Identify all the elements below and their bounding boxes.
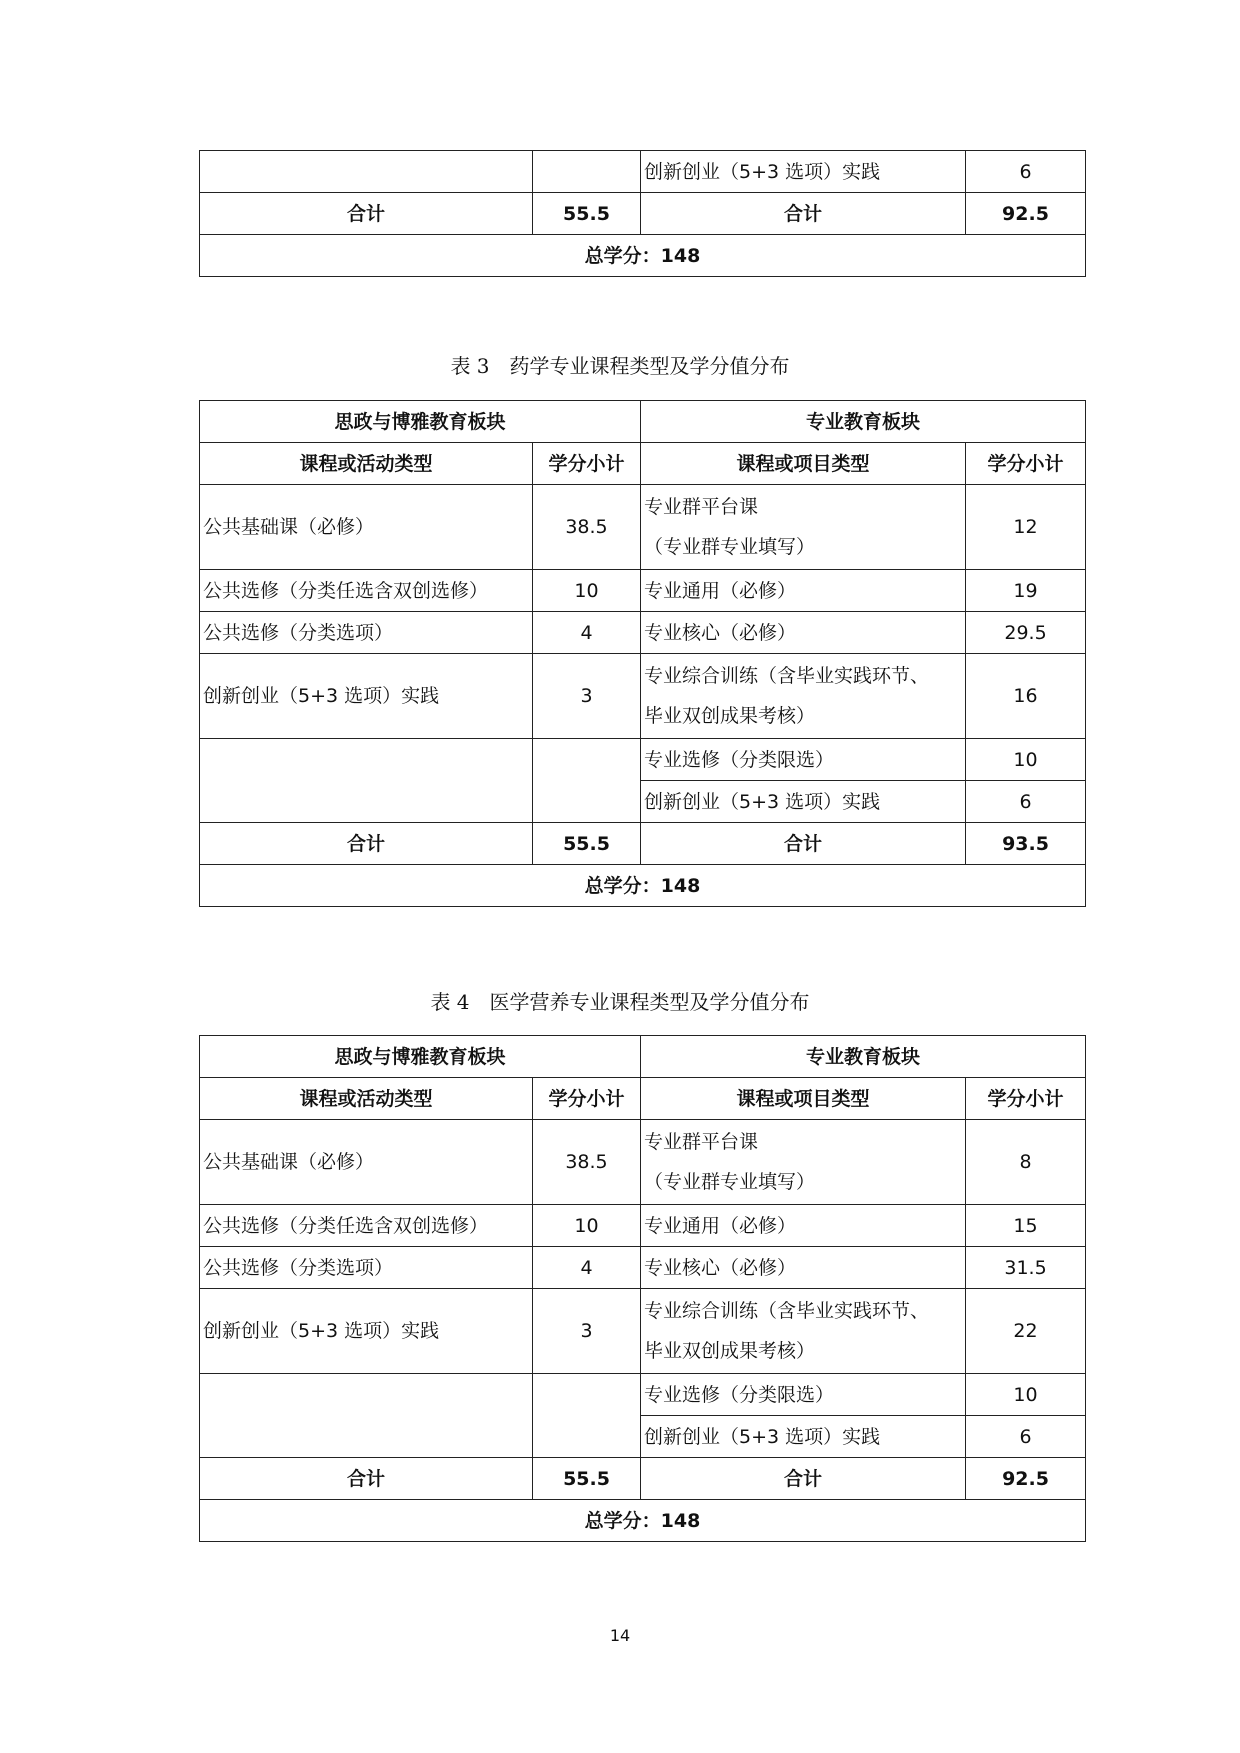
- grand-total-row: [200, 1500, 1086, 1542]
- table4: [199, 1035, 1086, 1542]
- table3: [199, 400, 1086, 907]
- block-header-row: [200, 401, 1086, 443]
- total-row: [200, 823, 1086, 865]
- total-label-left: 合计: [200, 823, 533, 865]
- credit-cell: 16: [966, 654, 1086, 739]
- table4-caption: 表 4 医学营养专业课程类型及学分值分布: [430, 990, 810, 1014]
- empty-cell: [200, 1374, 533, 1458]
- total-value-right: 93.5: [966, 823, 1086, 865]
- activity-type-cell: 公共选修（分类任选含双创选修）: [200, 570, 533, 612]
- activity-type-cell: 创新创业（5+3 选项）实践: [200, 654, 533, 739]
- credit-cell: 19: [966, 570, 1086, 612]
- table-row: [200, 739, 1086, 781]
- credit-cell: 38.5: [533, 1120, 641, 1205]
- column-header-row: [200, 443, 1086, 485]
- course-type-cell: [641, 1120, 966, 1205]
- course-type-cell: 创新创业（5+3 选项）实践: [641, 151, 966, 193]
- course-type-cell: 专业核心（必修）: [641, 1247, 966, 1289]
- course-type-cell: 专业通用（必修）: [641, 570, 966, 612]
- col-header: 课程或项目类型: [641, 443, 966, 485]
- total-value-left: 55.5: [533, 193, 641, 235]
- grand-total: 总学分：148: [200, 1500, 1086, 1542]
- course-type-line: 专业综合训练（含毕业实践环节、: [644, 665, 930, 687]
- credit-cell: 6: [966, 781, 1086, 823]
- credit-cell: 3: [533, 1289, 641, 1374]
- total-label-right: 合计: [641, 1458, 966, 1500]
- column-header-row: [200, 1078, 1086, 1120]
- table-row: [200, 1289, 1086, 1374]
- table-row: [200, 151, 1086, 193]
- total-value-right: 92.5: [966, 1458, 1086, 1500]
- total-value-right: 92.5: [966, 193, 1086, 235]
- table-row: [200, 485, 1086, 570]
- course-type-line: 专业综合训练（含毕业实践环节、: [644, 1300, 930, 1322]
- credit-cell: 6: [966, 151, 1086, 193]
- credit-cell: 10: [966, 739, 1086, 781]
- col-header: 课程或活动类型: [200, 443, 533, 485]
- course-type-cell: 专业核心（必修）: [641, 612, 966, 654]
- empty-cell: [200, 151, 533, 193]
- grand-total-row: [200, 235, 1086, 277]
- course-type-cell: 创新创业（5+3 选项）实践: [641, 1416, 966, 1458]
- credit-cell: 3: [533, 654, 641, 739]
- table-row: [200, 612, 1086, 654]
- table3-caption: 表 3 药学专业课程类型及学分值分布: [450, 354, 790, 378]
- col-header: 课程或项目类型: [641, 1078, 966, 1120]
- col-header: 学分小计: [533, 1078, 641, 1120]
- col-header: 学分小计: [533, 443, 641, 485]
- course-type-cell: 创新创业（5+3 选项）实践: [641, 781, 966, 823]
- activity-type-cell: 公共选修（分类选项）: [200, 1247, 533, 1289]
- credit-cell: 4: [533, 1247, 641, 1289]
- empty-cell: [533, 1374, 641, 1458]
- empty-cell: [533, 739, 641, 823]
- credit-cell: 10: [533, 570, 641, 612]
- total-value-left: 55.5: [533, 1458, 641, 1500]
- right-block-header: 专业教育板块: [641, 401, 1086, 443]
- table-row: [200, 654, 1086, 739]
- course-type-cell: [641, 485, 966, 570]
- credit-cell: 12: [966, 485, 1086, 570]
- total-label-left: 合计: [200, 1458, 533, 1500]
- empty-cell: [200, 739, 533, 823]
- total-row: [200, 1458, 1086, 1500]
- left-block-header: 思政与博雅教育板块: [200, 1036, 641, 1078]
- table-row: [200, 1374, 1086, 1416]
- grand-total-row: [200, 865, 1086, 907]
- table-row: [200, 570, 1086, 612]
- table-row: [200, 1247, 1086, 1289]
- course-type-line: 专业群平台课: [644, 1131, 759, 1153]
- course-type-cell: 专业选修（分类限选）: [641, 1374, 966, 1416]
- col-header: 学分小计: [966, 443, 1086, 485]
- course-type-cell: 专业选修（分类限选）: [641, 739, 966, 781]
- credit-cell: 8: [966, 1120, 1086, 1205]
- credit-cell: 15: [966, 1205, 1086, 1247]
- activity-type-cell: 公共基础课（必修）: [200, 485, 533, 570]
- block-header-row: [200, 1036, 1086, 1078]
- total-label-left: 合计: [200, 193, 533, 235]
- course-type-line: 毕业双创成果考核）: [644, 705, 816, 727]
- course-type-line: （专业群专业填写）: [644, 536, 816, 558]
- table-row: [200, 1205, 1086, 1247]
- activity-type-cell: 公共基础课（必修）: [200, 1120, 533, 1205]
- activity-type-cell: 公共选修（分类任选含双创选修）: [200, 1205, 533, 1247]
- table-row: [200, 1120, 1086, 1205]
- total-label-right: 合计: [641, 823, 966, 865]
- credit-cell: 38.5: [533, 485, 641, 570]
- course-type-line: 专业群平台课: [644, 496, 759, 518]
- col-header: 学分小计: [966, 1078, 1086, 1120]
- course-type-cell: [641, 654, 966, 739]
- activity-type-cell: 创新创业（5+3 选项）实践: [200, 1289, 533, 1374]
- credit-cell: 6: [966, 1416, 1086, 1458]
- right-block-header: 专业教育板块: [641, 1036, 1086, 1078]
- course-type-cell: [641, 1289, 966, 1374]
- total-row: [200, 193, 1086, 235]
- activity-type-cell: 公共选修（分类选项）: [200, 612, 533, 654]
- course-type-line: 毕业双创成果考核）: [644, 1340, 816, 1362]
- table2-fragment: [199, 150, 1086, 277]
- credit-cell: 10: [533, 1205, 641, 1247]
- page-number: 14: [609, 1626, 631, 1645]
- col-header: 课程或活动类型: [200, 1078, 533, 1120]
- credit-cell: 22: [966, 1289, 1086, 1374]
- grand-total: 总学分：148: [200, 235, 1086, 277]
- grand-total: 总学分：148: [200, 865, 1086, 907]
- credit-cell: 4: [533, 612, 641, 654]
- left-block-header: 思政与博雅教育板块: [200, 401, 641, 443]
- credit-cell: 29.5: [966, 612, 1086, 654]
- credit-cell: 31.5: [966, 1247, 1086, 1289]
- course-type-line: （专业群专业填写）: [644, 1171, 816, 1193]
- empty-cell: [533, 151, 641, 193]
- total-label-right: 合计: [641, 193, 966, 235]
- total-value-left: 55.5: [533, 823, 641, 865]
- course-type-cell: 专业通用（必修）: [641, 1205, 966, 1247]
- credit-cell: 10: [966, 1374, 1086, 1416]
